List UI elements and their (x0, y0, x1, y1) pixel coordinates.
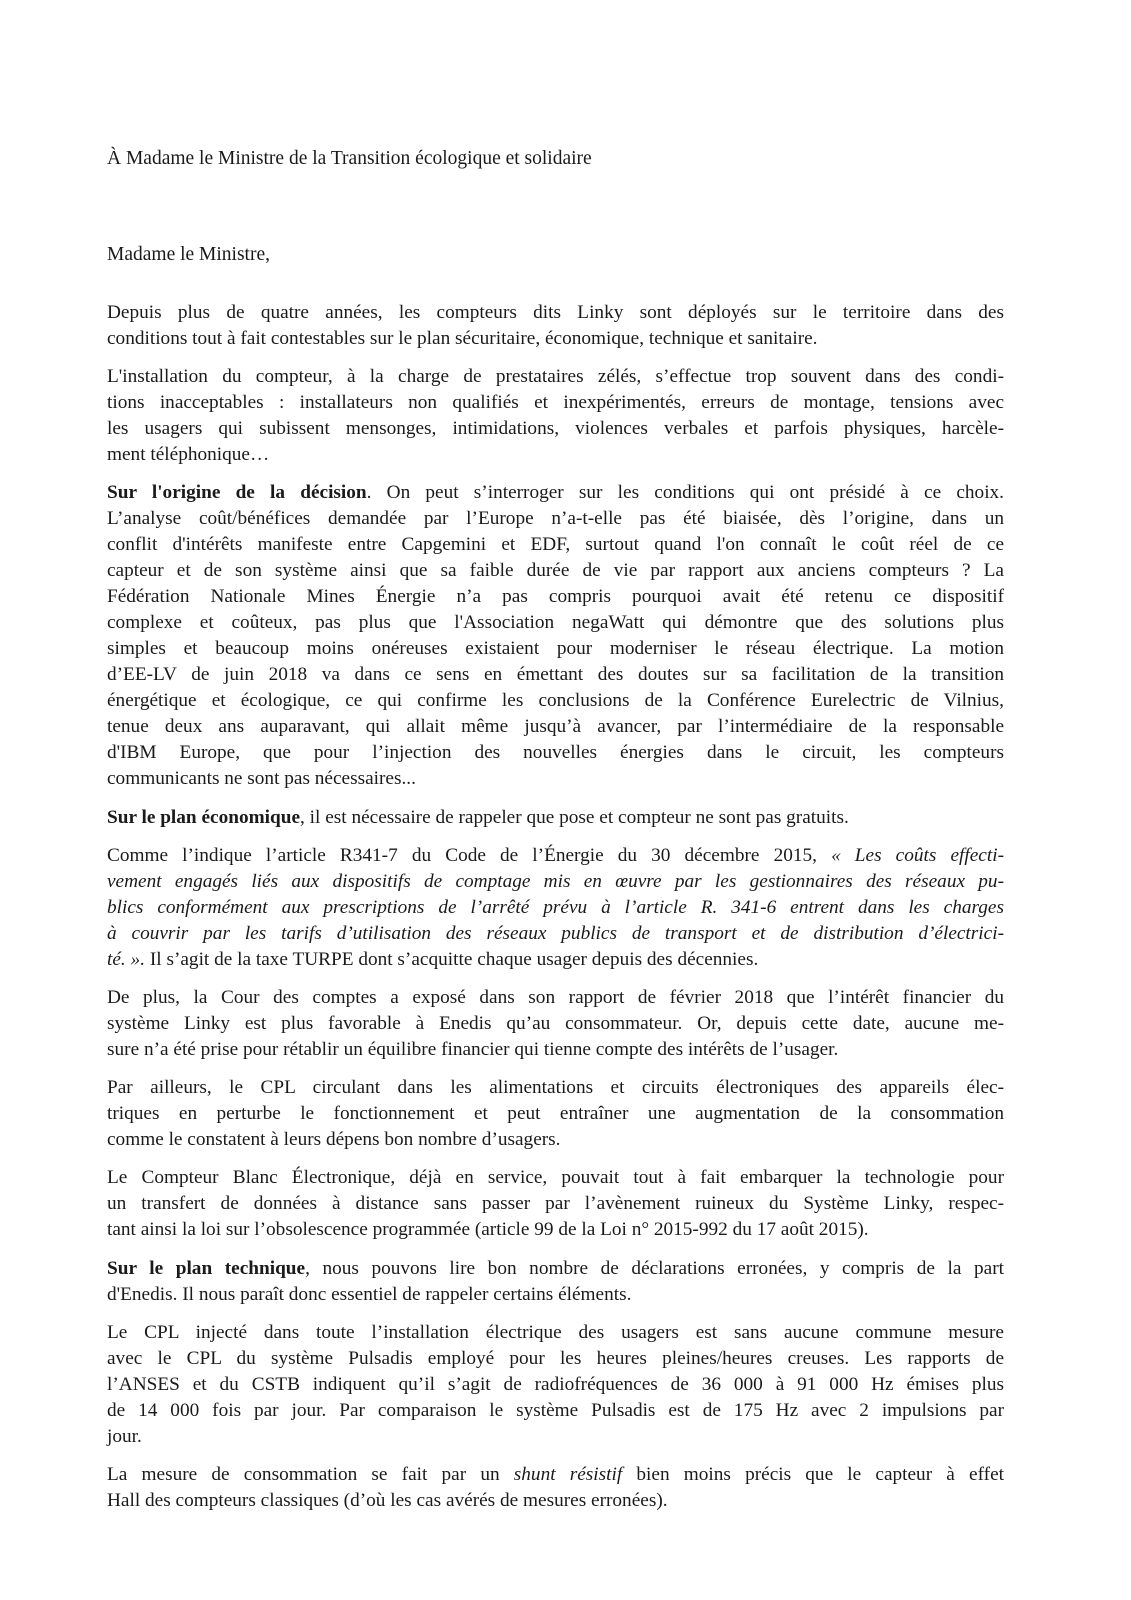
text-segment: l’ANSES et du CSTB indiquent qu’il s’agit de radiofréquences de 36 000 à 91 000 Hz émises plus (107, 1373, 1004, 1395)
text-segment: La mesure de consommation se fait par un (107, 1463, 514, 1485)
text-segment: d'Enedis. Il nous paraît donc essentiel de rappeler certains éléments. (107, 1283, 632, 1305)
text-segment: conditions tout à fait contestables sur le plan sécuritaire, économique, technique et sanitaire. (107, 328, 818, 349)
text-segment: , nous pouvons lire bon nombre de déclarations erronées, y compris de la part (305, 1257, 1004, 1279)
paragraph-line (107, 1037, 1004, 1063)
paragraph-line (107, 869, 1004, 895)
paragraph-line (107, 584, 1004, 610)
paragraph-line (107, 300, 1004, 326)
section-heading: Sur l'origine de la décision (107, 482, 367, 504)
paragraph-line (107, 1320, 1004, 1346)
letter-paragraph (107, 1075, 1004, 1153)
letter-paragraph (107, 480, 1004, 792)
paragraph-line (107, 1488, 1004, 1514)
quoted-text: té. ». (107, 948, 146, 970)
text-segment: L'installation du compteur, à la charge de prestataires zélés, s’effectue trop souvent dans des condi- (107, 366, 1004, 388)
paragraph-line (107, 1011, 1004, 1037)
text-segment: complexe et coûteux, pas plus que l'Association negaWatt qui démontre que des solutions plus (107, 612, 1004, 634)
letter-paragraph (107, 1462, 1004, 1514)
paragraph-line (107, 1101, 1004, 1127)
paragraph-line (107, 1191, 1004, 1217)
text-segment: de 14 000 fois par jour. Par comparaison le système Pulsadis est de 175 Hz avec 2 impulsions par (107, 1399, 1004, 1421)
quoted-text: vement engagés liés aux dispositifs de comptage mis en œuvre par les gestionnaires des réseaux pu- (107, 870, 1004, 892)
text-segment: communicants ne sont pas nécessaires... (107, 768, 416, 790)
paragraph-line (107, 1346, 1004, 1372)
paragraph-line (107, 558, 1004, 584)
quoted-text: shunt résistif (513, 1463, 623, 1485)
paragraph-line (107, 1424, 1004, 1450)
text-segment: comme le constatent à leurs dépens bon nombre d’usagers. (107, 1129, 561, 1151)
paragraph-line (107, 480, 1004, 506)
text-segment: tant ainsi la loi sur l’obsolescence programmée (article 99 de la Loi n° 2015-992 du 17 août 2015). (107, 1219, 869, 1241)
text-segment: avec le CPL du système Pulsadis employé pour les heures pleines/heures creuses. Les rapports de (107, 1347, 1004, 1369)
paragraph-line (107, 390, 1004, 416)
paragraph-line (107, 636, 1004, 662)
paragraph-line (107, 947, 1004, 973)
letter-paragraph (107, 843, 1004, 973)
paragraph-line (107, 805, 1004, 831)
letter-paragraph (107, 364, 1004, 468)
text-segment: énergétique et écologique, ce qui confirme les conclusions de la Conférence Eurelectric de Vilnius, (107, 690, 1004, 712)
paragraph-line (107, 1462, 1004, 1488)
text-segment: Depuis plus de quatre années, les compteurs dits Linky sont déployés sur le territoire dans des (107, 302, 1004, 323)
section-heading: Sur le plan technique (107, 1257, 306, 1279)
paragraph-line (107, 1165, 1004, 1191)
letter-paragraph (107, 805, 1004, 831)
text-segment: d’EE-LV de juin 2018 va dans ce sens en émettant des doutes sur sa facilitation de la transition (107, 664, 1004, 686)
paragraph-line (107, 1217, 1004, 1243)
paragraph-line (107, 895, 1004, 921)
text-segment: De plus, la Cour des comptes a exposé dans son rapport de février 2018 que l’intérêt financier du (107, 986, 1004, 1008)
text-segment: simples et beaucoup moins onéreuses existaient pour moderniser le réseau électrique. La motion (107, 638, 1004, 660)
paragraph-line (107, 442, 1004, 468)
text-segment: Hall des compteurs classiques (d’où les cas avérés de mesures erronées). (107, 1489, 668, 1511)
text-segment: d'IBM Europe, que pour l’injection des nouvelles énergies dans le circuit, les compteurs (107, 742, 1004, 764)
text-segment: Le Compteur Blanc Électronique, déjà en service, pouvait tout à fait embarquer la technologie pour (107, 1167, 1004, 1189)
letter-paragraph (107, 1165, 1004, 1243)
paragraph-line (107, 1282, 1004, 1308)
section-heading: Sur le plan économique (107, 806, 301, 828)
quoted-text: à couvrir par les tarifs d’utilisation des réseaux publics de transport et de distribution d’électrici- (107, 922, 1004, 944)
text-segment: ment téléphonique… (107, 444, 270, 466)
paragraph-line (107, 843, 1004, 869)
paragraph-line (107, 506, 1004, 532)
paragraph-line (107, 1075, 1004, 1101)
text-segment: jour. (107, 1425, 142, 1447)
letter-paragraph (107, 300, 1004, 352)
text-segment: Comme l’indique l’article R341-7 du Code de l’Énergie du 30 décembre 2015, (107, 844, 832, 866)
text-segment: les usagers qui subissent mensonges, intimidations, violences verbales et parfois physiques, harcèle- (107, 418, 1004, 440)
paragraph-line (107, 610, 1004, 636)
text-segment: triques en perturbe le fonctionnement et peut entraîner une augmentation de la consommation (107, 1103, 1004, 1125)
paragraph-line (107, 1127, 1004, 1153)
letter-paragraph (107, 1256, 1004, 1308)
paragraph-line (107, 985, 1004, 1011)
paragraph-line (107, 921, 1004, 947)
text-segment: tions inacceptables : installateurs non qualifiés et inexpérimentés, erreurs de montage, tensions avec (107, 392, 1004, 414)
letter-addressee: À Madame le Ministre de la Transition écologique et solidaire (107, 148, 592, 169)
paragraph-line (107, 740, 1004, 766)
quoted-text: blics conformément aux prescriptions de l’arrêté prévu à l’article R. 341-6 entrent dans les charges (107, 896, 1004, 918)
paragraph-line (107, 766, 1004, 792)
quoted-text: « Les coûts effecti- (831, 844, 1004, 866)
paragraph-line (107, 416, 1004, 442)
letter-salutation: Madame le Ministre, (107, 244, 270, 265)
paragraph-line (107, 1398, 1004, 1424)
text-segment: tenue deux ans auparavant, qui allait même jusqu’à avancer, par l’intermédiaire de la responsable (107, 716, 1004, 738)
text-segment: sure n’a été prise pour rétablir un équilibre financier qui tienne compte des intérêts de l’usager. (107, 1038, 839, 1060)
text-segment: Il s’agit de la taxe TURPE dont s’acquitte chaque usager depuis des décennies. (145, 948, 759, 970)
paragraph-line (107, 326, 1004, 352)
text-segment: capteur et de son système ainsi que sa faible durée de vie par rapport aux anciens compteurs ? La (107, 560, 1004, 582)
letter-paragraph (107, 985, 1004, 1063)
text-segment: conflit d'intérêts manifeste entre Capgemini et EDF, surtout quand l'on connaît le coût réel de ce (107, 534, 1004, 556)
text-segment: L’analyse coût/bénéfices demandée par l’Europe n’a-t-elle pas été biaisée, dès l’origine, dans un (107, 508, 1004, 530)
letter-paragraph (107, 1320, 1004, 1450)
text-segment: . On peut s’interroger sur les conditions qui ont présidé à ce choix. (366, 482, 1005, 504)
paragraph-line (107, 364, 1004, 390)
text-segment: bien moins précis que le capteur à effet (622, 1463, 1004, 1485)
paragraph-line (107, 1372, 1004, 1398)
paragraph-line (107, 688, 1004, 714)
text-segment: un transfert de données à distance sans passer par l’avènement ruineux du Système Linky, respec- (107, 1193, 1004, 1215)
text-segment: , il est nécessaire de rappeler que pose et compteur ne sont pas gratuits. (300, 806, 849, 828)
text-segment: Par ailleurs, le CPL circulant dans les alimentations et circuits électroniques des appareils élec- (107, 1077, 1004, 1099)
paragraph-line (107, 532, 1004, 558)
paragraph-line (107, 1256, 1004, 1282)
text-segment: système Linky est plus favorable à Enedis qu’au consommateur. Or, depuis cette date, aucune me- (107, 1012, 1004, 1034)
text-segment: Fédération Nationale Mines Énergie n’a pas compris pourquoi avait été retenu ce dispositif (107, 586, 1004, 608)
paragraph-line (107, 714, 1004, 740)
paragraph-line (107, 662, 1004, 688)
text-segment: Le CPL injecté dans toute l’installation électrique des usagers est sans aucune commune mesure (107, 1321, 1004, 1343)
letter-body (107, 300, 1004, 1526)
